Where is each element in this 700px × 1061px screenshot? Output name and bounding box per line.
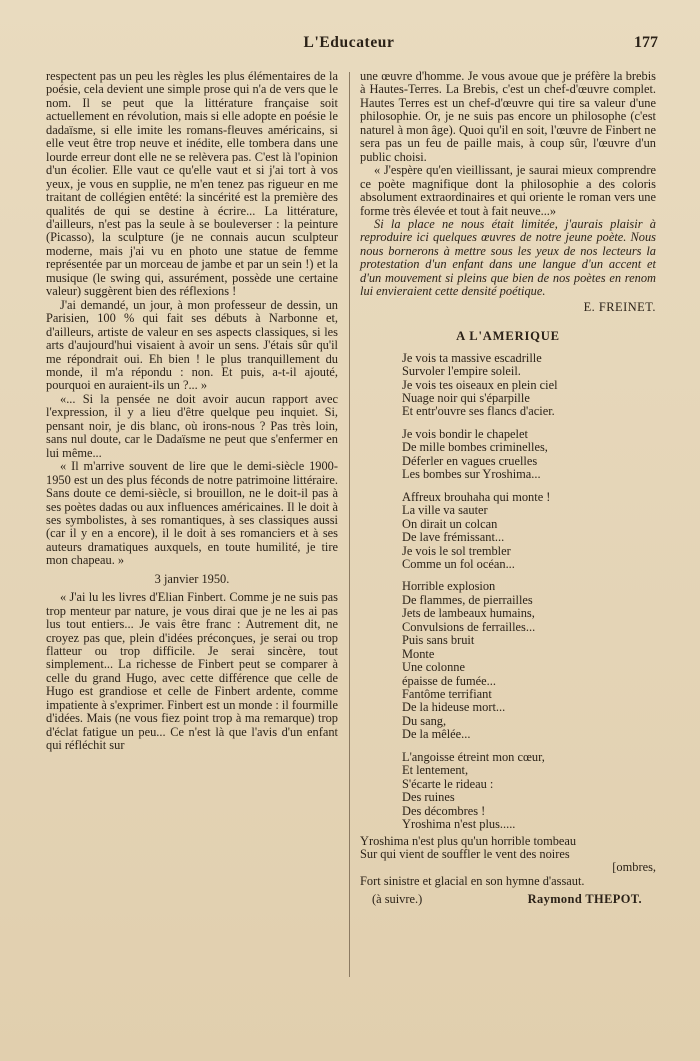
poem-line: Les bombes sur Yroshima... <box>402 467 541 482</box>
poem-stanza <box>360 428 656 482</box>
poem-line: Je vois bondir le chapelet <box>402 426 528 441</box>
poem-stanza <box>360 491 656 572</box>
poem-line: La ville va sauter <box>402 503 488 518</box>
poem-line: De la hideuse mort... <box>402 700 506 715</box>
poem-line: Fantôme terrifiant <box>402 687 492 702</box>
poem-line: L'angoisse étreint mon cœur, <box>402 749 545 764</box>
poem-line: Déferler en vagues cruelles <box>402 453 538 468</box>
poem-line: Des décombres ! <box>402 803 486 818</box>
poem-line: Une colonne <box>402 660 465 675</box>
poem-line: Nuage noir qui s'éparpille <box>402 390 530 405</box>
poem-line: Affreux brouhaha qui monte ! <box>402 489 551 504</box>
poem-line: Horrible explosion <box>402 579 496 594</box>
poem-line: Fort sinistre et glacial en son hymne d'assaut. <box>360 873 585 888</box>
poem-stanza <box>360 580 656 741</box>
poem-title: A L'AMERIQUE <box>456 329 560 344</box>
poem-line: Comme un fol océan... <box>402 556 515 571</box>
right-column <box>360 70 656 907</box>
letter-date: 3 janvier 1950. <box>154 571 230 586</box>
poem-line: On dirait un colcan <box>402 516 498 531</box>
poem-footer <box>360 893 656 906</box>
poem-line: S'écarte le rideau : <box>402 776 494 791</box>
poem-line: De lave frémissant... <box>402 530 505 545</box>
quote-paragraph: «... Si la pensée ne doit avoir aucun rapport avec l'expression, il y a lieu d'être quelque peu inquiet. Si, pensant noir, je dis blanc, où irons-nous ? Pas très loin, sans nul doute, car le Dadaïsme ne peut que s'enfermer en lui même... <box>46 391 338 460</box>
poem-line-continuation: [ombres, <box>612 860 656 875</box>
poem-line: Et lentement, <box>402 763 469 778</box>
page-header <box>40 34 658 56</box>
to-be-continued: (à suivre.) <box>372 892 423 907</box>
poem-line: Yroshima n'est plus qu'un horrible tombeau <box>360 833 577 848</box>
journal-title: L'Educateur <box>303 34 395 51</box>
poem-line: De flammes, de pierrailles <box>402 592 533 607</box>
poem-line: épaisse de fumée... <box>402 673 496 688</box>
paragraph: J'ai demandé, un jour, à mon professeur de dessin, un Parisien, 100 % qui fait ses débuts à Narbonne et, d'ailleurs, artiste de valeur en ses aspects classiques, si les arts d'aujourd'hui visaient à avoir un sens. J'étais sûr qu'il me répondrait oui. Eh bien ! le plus tranquillement du monde, il m'a répondu : non. Et puis, a-t-il ajouté, pourquoi en auraient-ils un ?... » <box>46 297 338 393</box>
quote-paragraph: « J'ai lu les livres d'Elian Finbert. Comme je ne suis pas trop menteur par nature, je vous dirai que je ne les ai pas lus tout entiers... Je vais être franc : Autrement dit, ne croyez pas que, plein d'idées préconçues, je serai ou trop flatteur ou trop difficile. Je serai sincère, tout simplement... La richesse de Finbert peut se comparer à celle du grand Hugo, avec cette différence que celle de Hugo est grandiose et celle de Finbert ardente, comme impatiente à s'exprimer. Finbert est un monde : il fourmille d'idées. Mais (ne vous fiez point trop à ma remarque) trop d'éclat fatigue un peu... Ce n'est là que l'avis d'un enfant qui réfléchit sur <box>46 590 338 753</box>
poem-line: Convulsions de ferrailles... <box>402 619 536 634</box>
poem-line: Des ruines <box>402 790 455 805</box>
poem-line: Puis sans bruit <box>402 633 475 648</box>
poem-author: Raymond THEPOT. <box>527 892 642 907</box>
poem-line: Sur qui vient de souffler le vent des noires <box>360 847 570 862</box>
poem-line: Jets de lambeaux humains, <box>402 606 535 621</box>
poem-line: Je vois ta massive escadrille <box>402 350 542 365</box>
left-column <box>46 70 338 753</box>
paragraph: respectent pas un peu les règles les plus élémentaires de la poésie, cela devient une simple prose qui n'a de vers que le nom. Il se peut que la littérature française soit actuellement en révolution, mais si elle adopte en poésie le dadaïsme, si elle imite les romans-fleuves américains, si elle veut être trop neuve et inédite, elle tombera dans une lourde erreur dont elle ne se relèvera pas. C'est là l'opinion d'un écolier. Elle vaut ce qu'elle vaut et si j'ai tort à vos yeux, je vous en supplie, ne m'en tenez pas rigueur en me traitant de collégien entêté: la sincérité est la première des qualités de qui se destine à écrire... La littérature, d'ailleurs, n'est pas la seule à se bouleverser : la peinture (Picasso), la sculpture (je ne connais aucun sculpteur moderne, mais j'ai vu en photo une statue de femme représentée par un morceau de jambe et par un sein !) et la musique (le swing qui, assurément, possède une certaine valeur) suggèrent bien des réflexions ! <box>46 69 338 299</box>
column-divider <box>349 72 350 977</box>
quote-paragraph: « J'espère qu'en vieillissant, je saurai mieux comprendre ce poète magnifique dont la philosophie a des coloris absolument extraordinaires et qui oriente le roman vers une forme très élevée et tout à fait neuve...» <box>360 163 656 218</box>
poem-line: Yroshima n'est plus..... <box>402 817 516 832</box>
quote-paragraph: « Il m'arrive souvent de lire que le demi-siècle 1900-1950 est un des plus féconds de notre patrimoine littéraire. Sans doute ce demi-siècle, si brouillon, ne le doit-il pas à ses poètes dadas ou aux influences américaines. Il le doit à ses symbolistes, à ses romantiques, à ses classiques aussi (car il y en a encore), il le doit à ses romanciers et à ses auteurs dramatiques auxquels, en toute humilité, je tire mon chapeau. » <box>46 459 338 568</box>
paragraph: une œuvre d'homme. Je vous avoue que je préfère la brebis à Hautes-Terres. La Brebis, c'est un chef-d'œuvre complet. Hautes Terres est un chef-d'œuvre qui tire sa valeur d'une philosophie. Or, je ne suis pas encore un philosophe (c'est naturel à mon âge). Quoi qu'il en soit, l'œuvre de Finbert ne sera pas un feu de paille mais, à coup sûr, l'œuvre d'un public choisi. <box>360 69 656 164</box>
poem-stanza <box>360 352 656 419</box>
poem-stanza <box>360 751 656 832</box>
poem-line: Et entr'ouvre ses flancs d'acier. <box>402 404 555 419</box>
poem-final-stanza <box>360 835 656 889</box>
page-number: 177 <box>634 34 658 51</box>
poem-line: Survoler l'empire soleil. <box>402 364 521 379</box>
poem-line: Du sang, <box>402 713 447 728</box>
editor-note: Si la place ne nous était limitée, j'aurais plaisir à reproduire ici quelques œuvres de notre jeune poète. Nous nous bornerons à mettre sous les yeux de nos lecteurs la protestation d'un enfant dans une langue d'un accent et d'un mouvement si pleins que bien de nos poètes en renom lui envieraient cette densité poétique. <box>360 216 656 299</box>
poem-line: Je vois le sol trembler <box>402 543 511 558</box>
poem-line: De la mêlée... <box>402 727 471 742</box>
editor-signature: E. FREINET. <box>583 299 656 314</box>
poem-line: De mille bombes criminelles, <box>402 440 548 455</box>
poem-line: Je vois tes oiseaux en plein ciel <box>402 377 558 392</box>
poem-line: Monte <box>402 646 435 661</box>
